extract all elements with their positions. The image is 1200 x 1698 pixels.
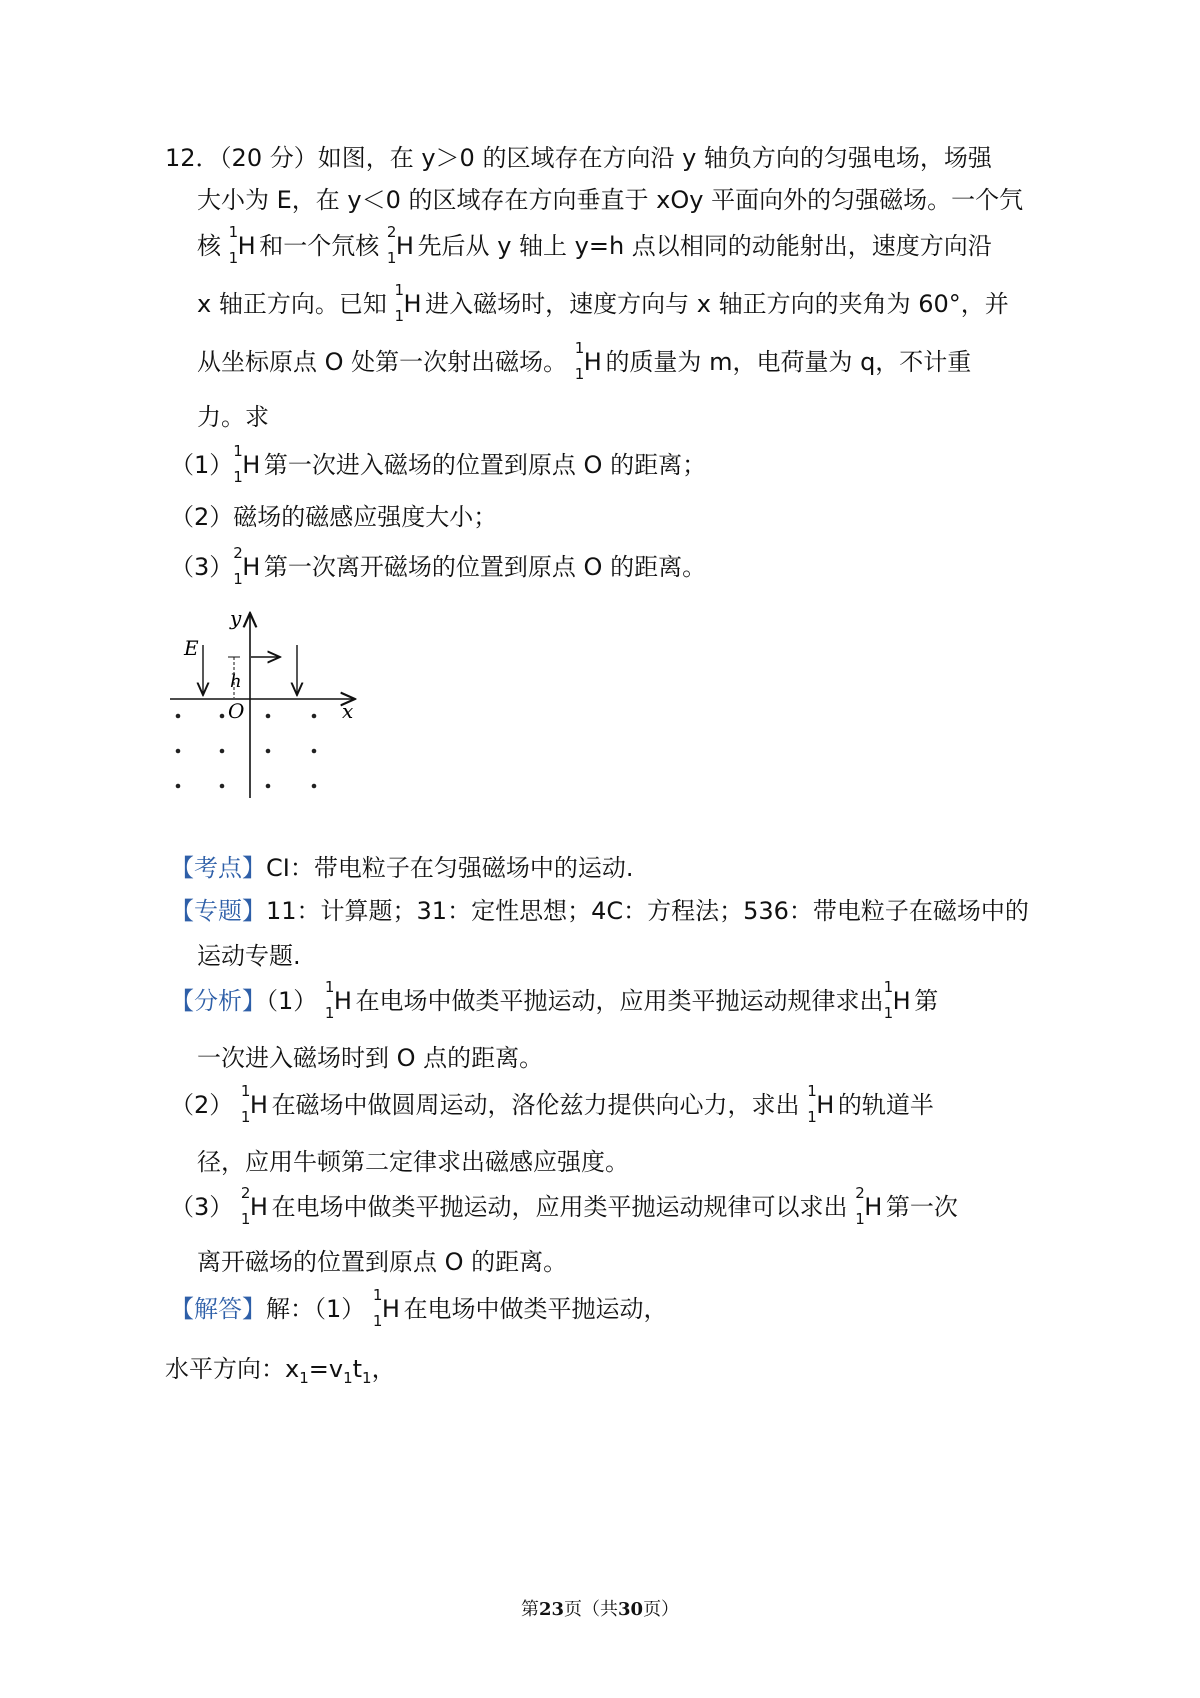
text-span: 进入磁场时，速度方向与 x 轴正方向的夹角为 60°，并	[425, 290, 1009, 318]
question-number: 12．	[165, 144, 220, 172]
question-line-5	[197, 339, 972, 383]
text-span: x	[285, 1355, 300, 1383]
text-span: 在电场中做类平抛运动，应用类平抛运动规律求出	[355, 987, 884, 1015]
question-part-1	[170, 442, 707, 486]
text-span: 第一次离开磁场的位置到原点 O 的距离。	[263, 553, 707, 581]
jieda-line-1	[170, 1286, 668, 1330]
isotope-h1: 1 1 H	[394, 281, 422, 325]
isotope-h1: 1 1 H	[324, 978, 352, 1022]
text-span: 11：计算题；31：定性思想；4C：方程法；536：带电粒子在磁场中的	[266, 897, 1029, 925]
text-span: 页（共	[564, 1599, 618, 1620]
isotope-h2: 2 1 H	[233, 544, 261, 588]
h-label: h	[230, 671, 242, 692]
text-span: 径，应用牛顿第二定律求出磁感应强度。	[197, 1148, 629, 1176]
fenxi-tag: 【分析】	[170, 987, 266, 1015]
text-span: CI：带电粒子在匀强磁场中的运动.	[266, 854, 634, 882]
fenxi-line-5	[170, 1184, 958, 1228]
zhuanti-tag: 【专题】	[170, 897, 266, 925]
jieda-tag: 【解答】	[170, 1295, 266, 1323]
text-span: 力。求	[197, 403, 269, 431]
equation-line	[165, 1352, 396, 1395]
text-span: x 轴正方向。已知	[197, 290, 395, 318]
text-span: =v	[308, 1355, 344, 1383]
isotope-h2: 2 1 H	[240, 1184, 268, 1228]
text-span: 和一个氘核	[259, 232, 387, 260]
text-span: 页）	[643, 1599, 680, 1620]
text-span: 运动专题.	[197, 942, 301, 970]
question-text: （20 分）如图，在 y＞0 的区域存在方向沿 y 轴负方向的匀强电场，场强	[219, 144, 992, 172]
text-span: 第一次	[885, 1193, 958, 1221]
e-label: E	[184, 636, 199, 660]
text-span: 水平方向：	[165, 1355, 285, 1383]
text-span: 离开磁场的位置到原点 O 的距离。	[197, 1248, 568, 1276]
isotope-h1: 1 1 H	[574, 339, 602, 383]
current-page: 23	[538, 1599, 564, 1620]
question-part-3	[170, 544, 707, 588]
text-span: （3）	[170, 553, 234, 581]
isotope-h2: 2 1 H	[855, 1184, 883, 1228]
fenxi-line-2	[197, 1041, 543, 1075]
question-text: 大小为 E，在 y＜0 的区域存在方向垂直于 xOy 平面向外的匀强磁场。一个氕	[197, 186, 1024, 214]
isotope-h1: 1 1 H	[233, 442, 261, 486]
text-span: 解：（1）	[266, 1295, 366, 1323]
isotope-h1: 1 1 H	[883, 978, 911, 1022]
fenxi-line-6	[197, 1245, 567, 1279]
x-axis-label: x	[342, 699, 354, 723]
question-line-1	[165, 141, 992, 175]
field-diagram	[160, 603, 370, 803]
subscript: 1	[299, 1368, 309, 1387]
page-footer	[0, 1595, 1200, 1621]
text-span: （2）	[170, 1091, 234, 1119]
fenxi-line-1	[170, 978, 939, 1022]
text-span: （3）	[170, 1193, 234, 1221]
y-axis-label: y	[230, 606, 242, 630]
text-span: ，	[371, 1355, 396, 1383]
question-line-4	[197, 281, 1009, 325]
kaodian-line	[170, 851, 633, 885]
text-span: 第	[520, 1599, 539, 1620]
text-span: 第	[914, 987, 939, 1015]
text-span: 核	[197, 232, 229, 260]
total-pages: 30	[618, 1599, 644, 1620]
origin-label: O	[228, 699, 245, 723]
question-part-2	[170, 500, 497, 534]
zhuanti-line-1	[170, 894, 1029, 928]
text-span: 先后从 y 轴上 y=h 点以相同的动能射出，速度方向沿	[417, 232, 992, 260]
isotope-h1: 1 1 H	[228, 223, 256, 267]
question-line-2	[197, 183, 1023, 217]
zhuanti-line-2	[197, 939, 301, 973]
text-span: 从坐标原点 O 处第一次射出磁场。	[197, 348, 568, 376]
text-span: 在电场中做类平抛运动，	[403, 1295, 668, 1323]
b-field-dots	[176, 714, 317, 789]
isotope-h2: 2 1 H	[386, 223, 414, 267]
fenxi-line-3	[170, 1082, 934, 1126]
text-span: （2）磁场的磁感应强度大小；	[170, 503, 498, 531]
isotope-h1: 1 1 H	[372, 1286, 400, 1330]
text-span: 一次进入磁场时到 O 点的距离。	[197, 1044, 544, 1072]
text-span: 在电场中做类平抛运动，应用类平抛运动规律可以求出	[271, 1193, 848, 1221]
text-span: 的质量为 m，电荷量为 q，不计重	[605, 348, 972, 376]
text-span: 的轨道半	[837, 1091, 934, 1119]
isotope-h1: 1 1 H	[240, 1082, 268, 1126]
isotope-h1: 1 1 H	[807, 1082, 835, 1126]
kaodian-tag: 【考点】	[170, 854, 266, 882]
question-line-6	[197, 400, 269, 434]
text-span: 在磁场中做圆周运动，洛伦兹力提供向心力，求出	[271, 1091, 800, 1119]
fenxi-line-4	[197, 1145, 629, 1179]
subscript: 1	[362, 1368, 372, 1387]
question-line-3	[197, 223, 992, 267]
text-span: （1）	[170, 451, 234, 479]
text-span: （1）	[266, 987, 318, 1015]
subscript: 1	[343, 1368, 353, 1387]
text-span: 第一次进入磁场的位置到原点 O 的距离；	[263, 451, 707, 479]
text-span: t	[352, 1355, 363, 1383]
